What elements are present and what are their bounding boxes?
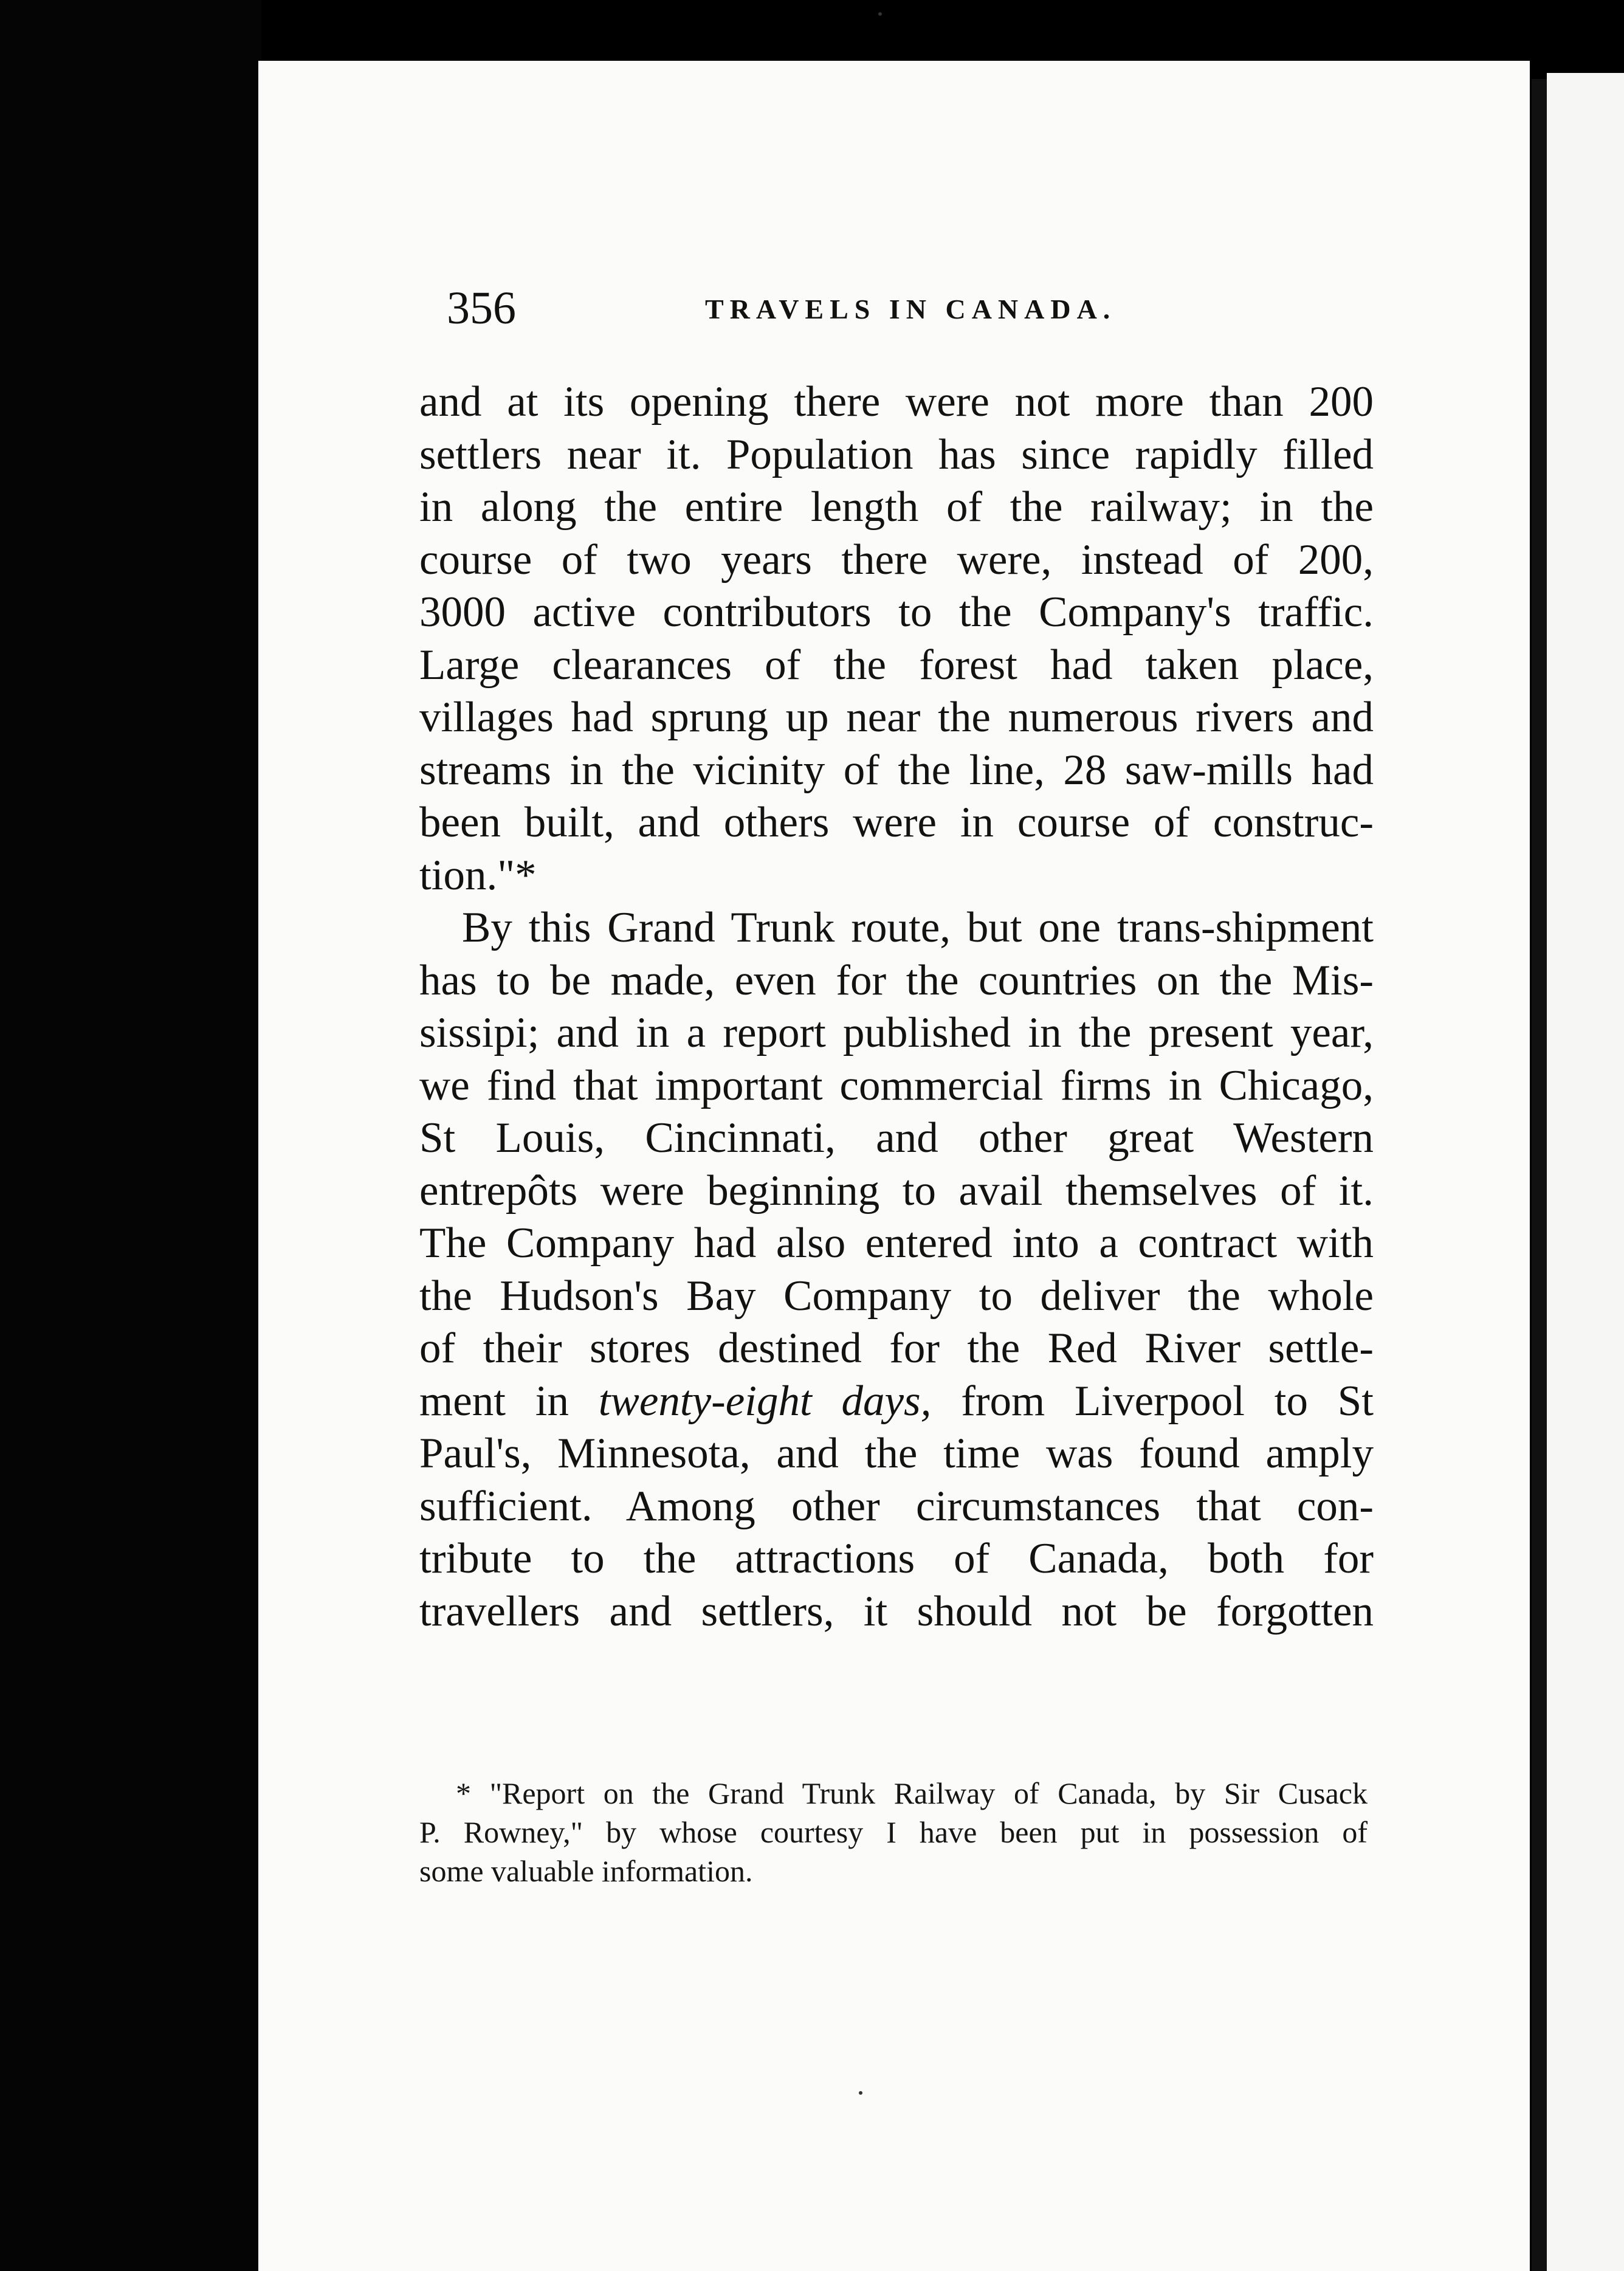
text-line: we find that important commercial firms in Chicago, (419, 1061, 1374, 1109)
text-line: tion."* (419, 851, 537, 899)
book-binding-shadow (0, 0, 261, 2271)
facing-page-edge (1547, 73, 1624, 2271)
text-line: in along the entire length of the railway; in the (419, 483, 1374, 531)
text-line: Paul's, Minnesota, and the time was found amply (419, 1430, 1374, 1477)
text-line: and at its opening there were not more than 200 (419, 378, 1374, 426)
scan-speck (878, 12, 882, 16)
footnote (419, 1774, 1368, 1890)
text-line: settlers near it. Population has since rapidly filled (419, 430, 1374, 478)
text-line: Large clearances of the forest had taken place, (419, 641, 1374, 689)
text-line: tribute to the attractions of Canada, both for (419, 1535, 1374, 1582)
running-head (447, 281, 1371, 336)
paragraph-first-line: By this Grand Trunk route, but one trans-shipment (462, 904, 1374, 951)
footnote-line: some valuable information. (419, 1854, 753, 1888)
text-line: entrepôts were beginning to avail themselves of it. (419, 1167, 1374, 1215)
body-text (419, 376, 1374, 1638)
text-line: St Louis, Cincinnati, and other great Western (419, 1114, 1374, 1162)
scan-speck (859, 2091, 862, 2095)
text-line: villages had sprung up near the numerous rivers and (419, 694, 1374, 741)
page-number: 356 (447, 283, 516, 334)
footnote-line: P. Rowney," by whose courtesy I have been put in possession of (419, 1815, 1368, 1849)
text-line: has to be made, even for the countries on the Mis- (419, 956, 1374, 1004)
footnote-line: * "Report on the Grand Trunk Railway of Canada, by Sir Cusack (456, 1776, 1368, 1810)
italic-phrase: twenty-eight days, (598, 1377, 932, 1425)
text-line: been built, and others were in course of construc- (419, 799, 1374, 846)
text-line-with-italic (419, 1375, 1374, 1428)
text-line: of their stores destined for the Red River settle- (419, 1325, 1374, 1372)
text-line: course of two years there were, instead of 200, (419, 536, 1374, 584)
text-line: sufficient. Among other circumstances that con- (419, 1482, 1374, 1530)
text-run: ment in (419, 1377, 569, 1425)
text-line: 3000 active contributors to the Company's traffic. (419, 588, 1374, 636)
text-run: from Liverpool to St (961, 1377, 1374, 1425)
text-line: sissipi; and in a report published in the present year, (419, 1009, 1374, 1056)
text-line: the Hudson's Bay Company to deliver the whole (419, 1272, 1374, 1320)
text-line: The Company had also entered into a contract with (419, 1219, 1374, 1267)
running-title: TRAVELS IN CANADA. (705, 294, 1116, 325)
text-line: streams in the vicinity of the line, 28 saw-mills had (419, 746, 1374, 794)
text-line: travellers and settlers, it should not be forgotten (419, 1587, 1374, 1635)
